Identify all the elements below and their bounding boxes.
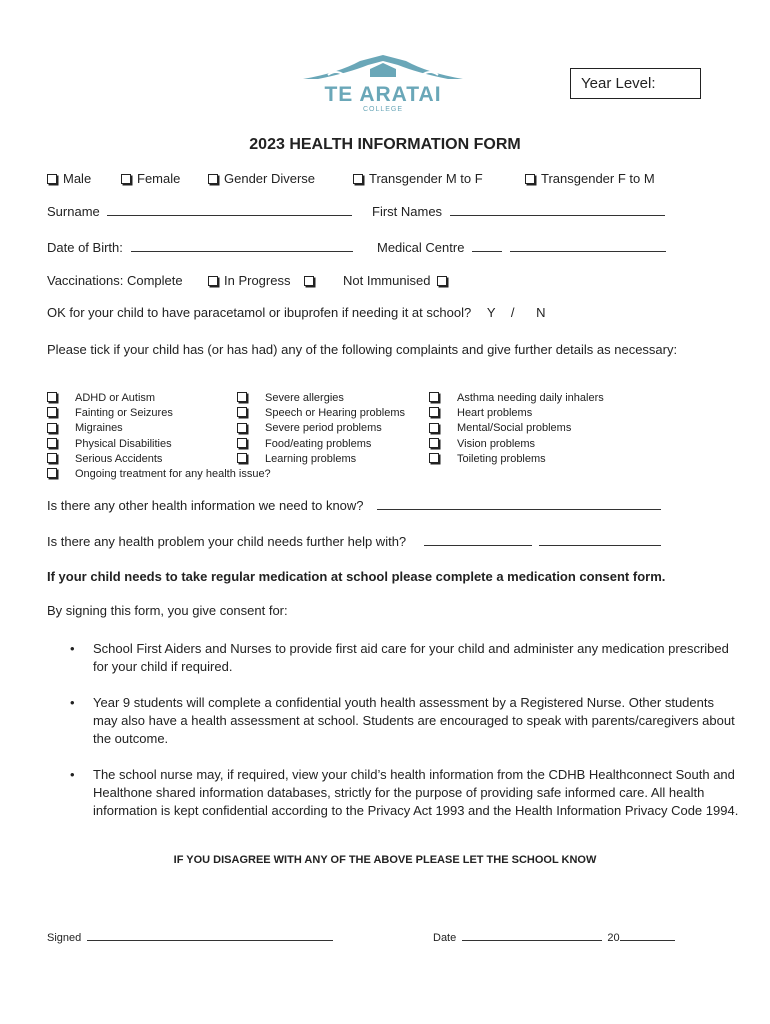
in-progress-label: In Progress: [224, 273, 291, 288]
gender-label: Gender Diverse: [224, 171, 316, 186]
checkbox-vacc-complete[interactable]: [208, 273, 290, 288]
checkbox-icon: [237, 453, 247, 463]
paracetamol-sep: /: [510, 305, 515, 320]
signature-field[interactable]: [87, 931, 333, 941]
form-title: 2023 HEALTH INFORMATION FORM: [249, 136, 521, 153]
date-year-field[interactable]: [620, 931, 675, 941]
vaccinations-row: [47, 273, 183, 288]
bullet-icon: •: [70, 641, 75, 656]
checkbox-ongoing[interactable]: [47, 467, 271, 482]
checkbox-icon: [237, 407, 247, 417]
medical-centre-row: [377, 240, 666, 255]
bullet-text: The school nurse may, if required, view your child’s health information from the CDHB Healthconnect South and Healthone shared information databases, strictly for the purpose of providing safe informed care. All health information is kept confidential according to the Privacy Act 1993 and the Health Information Privacy Code 1994.: [93, 767, 739, 818]
checkbox-icon: [429, 423, 439, 433]
paracetamol-yes[interactable]: Y: [486, 305, 496, 320]
checkbox-icon: [237, 392, 247, 402]
further-help-field-2[interactable]: [539, 535, 661, 546]
checkbox-icon: [237, 438, 247, 448]
first-names-field[interactable]: [450, 205, 665, 216]
gender-row: [47, 171, 91, 186]
checkbox-asthma[interactable]: [429, 391, 604, 406]
checkbox-speech[interactable]: [237, 406, 405, 421]
checkbox-trans-m-to-f[interactable]: [353, 171, 483, 186]
complaint-label: Learning problems: [265, 452, 357, 465]
checkbox-mental[interactable]: [429, 421, 604, 436]
checkbox-icon: [237, 423, 247, 433]
bullet-text: Year 9 students will complete a confidential youth health assessment by a Registered Nurse. Other students may also have a health assessment at school. Students are encouraged to speak with parents/caregivers about the outcome.: [93, 695, 735, 746]
further-help-field[interactable]: [424, 535, 532, 546]
gender-label: Transgender M to F: [369, 171, 483, 186]
checkbox-icon: [47, 174, 57, 184]
checkbox-icon: [121, 174, 131, 184]
gender-label: Transgender F to M: [541, 171, 655, 186]
complaint-label: Speech or Hearing problems: [265, 407, 406, 420]
other-info-row: [47, 498, 661, 513]
dob-field[interactable]: [131, 241, 353, 252]
further-help-row: [47, 534, 661, 549]
surname-field[interactable]: [107, 205, 352, 216]
complaints-col-3: [429, 391, 604, 467]
signature-row: [47, 931, 333, 944]
complaint-label: Ongoing treatment for any health issue?: [75, 468, 271, 481]
checkbox-icon: [47, 407, 57, 417]
complaint-label: Vision problems: [457, 437, 536, 450]
logo-text: TE ARATAI: [324, 83, 442, 106]
checkbox-heart[interactable]: [429, 406, 604, 421]
checkbox-allergies[interactable]: [237, 391, 405, 406]
year-level-field[interactable]: [570, 68, 701, 99]
further-help-question: Is there any health problem your child needs further help with?: [47, 534, 407, 549]
checkbox-icon: [353, 174, 363, 184]
checkbox-eating[interactable]: [237, 437, 405, 452]
surname-label: Surname: [47, 204, 100, 219]
checkbox-icon: [47, 438, 57, 448]
year-level-label: Year Level:: [581, 75, 656, 92]
other-info-field[interactable]: [377, 499, 661, 510]
checkbox-gender-diverse[interactable]: [208, 171, 315, 186]
checkbox-icon: [429, 438, 439, 448]
gender-label: Female: [137, 171, 181, 186]
complaint-label: Mental/Social problems: [457, 422, 572, 435]
not-immunised-label: Not Immunised: [343, 273, 431, 288]
checkbox-icon: [525, 174, 535, 184]
consent-bullet: [70, 640, 740, 676]
paracetamol-no[interactable]: N: [536, 305, 546, 320]
complaint-label: Physical Disabilities: [75, 437, 172, 450]
consent-bullet: [70, 766, 740, 820]
bullet-icon: •: [70, 767, 75, 782]
dob-row: [47, 240, 353, 255]
paracetamol-row: [47, 305, 546, 320]
date-label: Date: [433, 932, 457, 944]
other-info-question: Is there any other health information we need to know?: [47, 498, 364, 513]
checkbox-icon: [208, 276, 218, 286]
complaint-label: Fainting or Seizures: [75, 407, 173, 420]
date-field[interactable]: [462, 931, 602, 941]
checkbox-icon: [208, 174, 218, 184]
disagree-note: IF YOU DISAGREE WITH ANY OF THE ABOVE PLEASE LET THE SCHOOL KNOW: [173, 854, 597, 866]
complaint-label: Migraines: [75, 422, 123, 435]
paracetamol-question: OK for your child to have paracetamol or ibuprofen if needing it at school?: [47, 305, 472, 320]
checkbox-icon: [47, 423, 57, 433]
medical-centre-label: Medical Centre: [377, 240, 465, 255]
school-logo: [298, 55, 468, 117]
complaint-label: Serious Accidents: [75, 452, 163, 465]
medical-centre-field[interactable]: [472, 241, 502, 252]
checkbox-male[interactable]: [47, 171, 91, 186]
dob-label: Date of Birth:: [47, 240, 123, 255]
complaint-label: Toileting problems: [457, 452, 546, 465]
checkbox-female[interactable]: [121, 171, 180, 186]
bullet-text: School First Aiders and Nurses to provide first aid care for your child and administer any medication prescribed for your child if required.: [93, 641, 729, 674]
checkbox-icon: [437, 276, 447, 286]
checkbox-trans-f-to-m[interactable]: [525, 171, 655, 186]
checkbox-period[interactable]: [237, 421, 405, 436]
checkbox-vision[interactable]: [429, 437, 604, 452]
checkbox-icon: [429, 392, 439, 402]
surname-row: [47, 204, 352, 219]
bullet-icon: •: [70, 695, 75, 710]
gender-label: Male: [63, 171, 92, 186]
complaints-intro: Please tick if your child has (or has had) any of the following complaints and give further details as necessary:: [47, 342, 678, 357]
checkbox-icon: [429, 453, 439, 463]
complaints-col-2: [237, 391, 405, 467]
first-names-row: [372, 204, 665, 219]
first-names-label: First Names: [372, 204, 443, 219]
complaint-label: Severe period problems: [265, 422, 382, 435]
date-row: [433, 931, 675, 944]
checkbox-toileting[interactable]: [429, 452, 604, 467]
checkbox-icon: [47, 468, 57, 478]
year-prefix: 20: [607, 932, 620, 944]
complaint-label: ADHD or Autism: [75, 392, 156, 404]
signed-label: Signed: [47, 932, 82, 944]
logo-subtext: COLLEGE: [362, 106, 404, 113]
complaint-label: Asthma needing daily inhalers: [457, 392, 604, 404]
medication-note: If your child needs to take regular medication at school please complete a medication consent form.: [47, 569, 666, 584]
checkbox-icon: [304, 276, 314, 286]
vaccinations-label: Vaccinations: Complete: [47, 273, 183, 288]
complaint-label: Heart problems: [457, 407, 533, 420]
checkbox-vacc-in-progress[interactable]: [304, 273, 320, 288]
complaint-label: Food/eating problems: [265, 437, 372, 450]
consent-bullet: [70, 694, 740, 748]
checkbox-not-immunised[interactable]: [343, 273, 453, 288]
checkbox-learning[interactable]: [237, 452, 405, 467]
checkbox-icon: [47, 392, 57, 402]
medical-centre-field-2[interactable]: [510, 241, 666, 252]
consent-intro: By signing this form, you give consent for:: [47, 603, 288, 618]
checkbox-icon: [429, 407, 439, 417]
checkbox-icon: [47, 453, 57, 463]
complaint-label: Severe allergies: [265, 392, 344, 404]
